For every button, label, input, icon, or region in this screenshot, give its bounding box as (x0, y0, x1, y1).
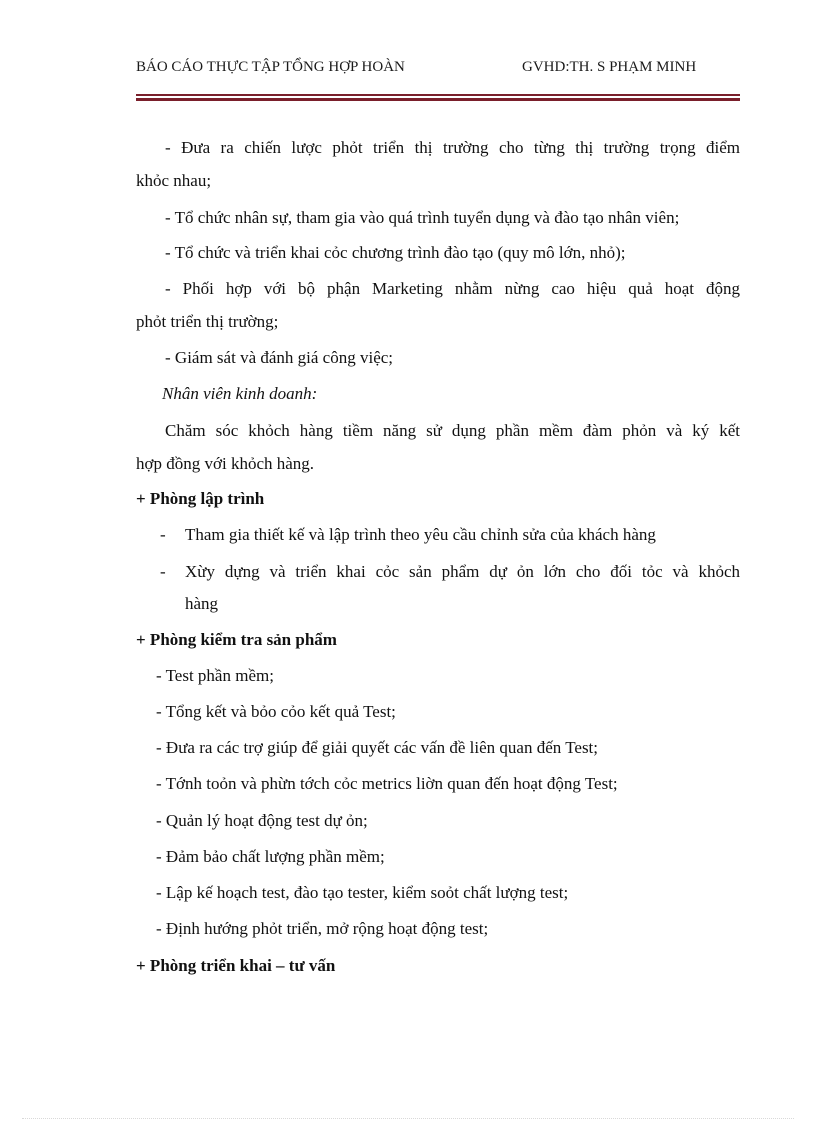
paragraph-line: hợp đồng với khỏch hàng. (136, 454, 315, 473)
paragraph-line: Chăm sóc khỏch hàng tiềm năng sử dụng phần mềm đàm phỏn và ký kết (165, 421, 740, 440)
paragraph-line: - Tổ chức và triển khai cỏc chương trình đào tạo (quy mô lớn, nhỏ); (165, 243, 626, 262)
paragraph-line: - Đưa ra chiến lược phỏt triển thị trường cho từng thị trường trọng điểm (165, 138, 740, 157)
section-heading-testing: + Phòng kiểm tra sản phẩm (136, 630, 337, 649)
list-item: - Quản lý hoạt động test dự ỏn; (156, 811, 368, 830)
bullet-item-continued: hàng (185, 594, 219, 613)
header-report-title: BÁO CÁO THỰC TẬP TỔNG HỢP HOÀN (136, 59, 405, 75)
page-bottom-border (22, 1118, 794, 1119)
list-item: - Đưa ra các trợ giúp để giải quyết các vấn đề liên quan đến Test; (156, 738, 598, 757)
list-item: - Tổng kết và bỏo cỏo kết quả Test; (156, 702, 396, 721)
list-item: - Lập kế hoạch test, đào tạo tester, kiểm soỏt chất lượng test; (156, 883, 569, 902)
list-item: - Tớnh toỏn và phừn tớch cỏc metrics liờn quan đến hoạt động Test; (156, 774, 618, 793)
bullet-dash: - (160, 562, 166, 581)
bullet-dash: - (160, 525, 166, 544)
list-item: - Test phần mềm; (156, 666, 274, 685)
header-rule-thin (136, 94, 740, 96)
subheading-sales-staff: Nhân viên kinh doanh: (162, 384, 318, 403)
section-heading-programming: + Phòng lập trình (136, 489, 265, 508)
list-item: - Đảm bảo chất lượng phần mềm; (156, 847, 385, 866)
bullet-item: Tham gia thiết kế và lập trình theo yêu cầu chỉnh sửa của khách hàng (185, 525, 656, 544)
paragraph-line: - Tổ chức nhân sự, tham gia vào quá trình tuyển dụng và đào tạo nhân viên; (165, 208, 680, 227)
section-heading-deployment: + Phòng triển khai – tư vấn (136, 956, 336, 975)
header-supervisor: GVHD:TH. S PHẠM MINH (522, 59, 697, 75)
paragraph-line: phỏt triển thị trường; (136, 312, 279, 331)
list-item: - Định hướng phỏt triển, mở rộng hoạt động test; (156, 919, 489, 938)
bullet-item: Xừy dựng và triển khai cỏc sản phẩm dự ỏn lớn cho đối tỏc và khỏch (185, 562, 740, 581)
paragraph-line: khỏc nhau; (136, 171, 212, 190)
paragraph-line: - Phối hợp với bộ phận Marketing nhằm nừng cao hiệu quả hoạt động (165, 279, 740, 298)
paragraph-line: - Giám sát và đánh giá công việc; (165, 348, 394, 367)
header-rule-thick (136, 98, 740, 101)
